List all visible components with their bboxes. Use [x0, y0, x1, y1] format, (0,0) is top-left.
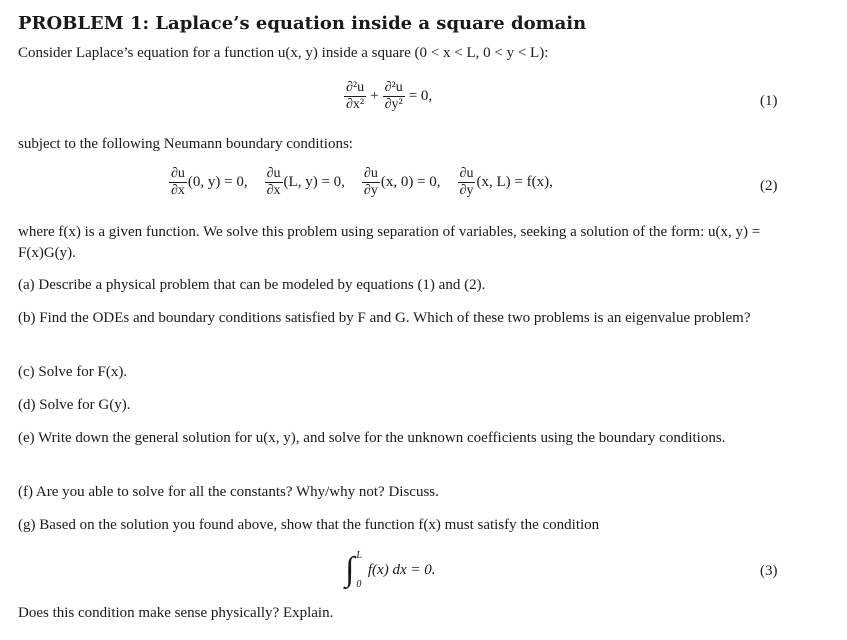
bc1-derivative	[169, 166, 187, 199]
part-e: (e) Write down the general solution for u(x, y), and solve for the unknown coefficients using the boundary conditions.	[18, 430, 726, 446]
part-d: (d) Solve for G(y).	[18, 397, 131, 413]
eq1-term1-denominator: ∂x²	[346, 97, 365, 112]
part-c: (c) Solve for F(x).	[18, 364, 128, 380]
eq1-plus: +	[370, 88, 379, 104]
bc3-derivative	[362, 166, 380, 199]
bc2-derivative	[265, 166, 283, 199]
part-b: (b) Find the ODEs and boundary conditions satisfied by F and G. Which of these two problems is an eigenvalue problem?	[18, 310, 751, 326]
where-text: where f(x) is a given function. We solve this problem using separation of variables, seeking a solution of the form: u(x, y) = F(x)G(y).	[18, 224, 761, 261]
bc3-denominator: ∂y	[363, 183, 378, 198]
eq1-rhs: = 0,	[408, 88, 433, 104]
bc1-numerator: ∂u	[171, 166, 185, 181]
integrand: f(x) dx = 0.	[367, 561, 436, 578]
bc2-denominator: ∂x	[266, 183, 281, 198]
bc-intro-text: subject to the following Neumann boundary conditions:	[18, 136, 353, 152]
eq1-term1-numerator: ∂²u	[346, 80, 365, 95]
eq1-term2	[383, 80, 405, 113]
bc4-denominator: ∂y	[459, 183, 474, 198]
eq1-term1	[344, 80, 366, 113]
bc4-numerator: ∂u	[459, 166, 474, 181]
bc3-numerator: ∂u	[363, 166, 378, 181]
part-a: (a) Describe a physical problem that can be modeled by equations (1) and (2).	[18, 277, 486, 293]
equation-1-number: (1)	[760, 93, 778, 109]
bc3-rest: (x, 0) = 0,	[380, 174, 441, 190]
integral-lower-limit: 0	[356, 579, 362, 590]
part-f: (f) Are you able to solve for all the constants? Why/why not? Discuss.	[18, 484, 439, 500]
equation-2-number: (2)	[760, 178, 778, 194]
equation-3-number: (3)	[760, 563, 778, 579]
bc4-derivative	[458, 166, 476, 199]
integral-limits	[356, 550, 362, 590]
equation-2	[168, 166, 553, 199]
eq1-term2-numerator: ∂²u	[384, 80, 403, 95]
part-g: (g) Based on the solution you found above, show that the function f(x) must satisfy the condition	[18, 517, 600, 533]
equation-3	[345, 550, 436, 590]
problem-title: PROBLEM 1: Laplace’s equation inside a square domain	[18, 13, 587, 34]
intro-text: Consider Laplace’s equation for a function u(x, y) inside a square (0 < x < L, 0 < y < L):	[18, 45, 549, 61]
closing-text: Does this condition make sense physically? Explain.	[18, 605, 334, 621]
bc2-rest: (L, y) = 0,	[283, 174, 345, 190]
bc2-numerator: ∂u	[266, 166, 281, 181]
bc4-rest: (x, L) = f(x),	[476, 174, 553, 190]
integral-sign: ∫	[345, 551, 355, 588]
integral-upper-limit: L	[356, 550, 362, 561]
bc1-rest: (0, y) = 0,	[187, 174, 248, 190]
eq1-term2-denominator: ∂y²	[384, 97, 403, 112]
bc1-denominator: ∂x	[171, 183, 185, 198]
equation-1	[343, 80, 432, 113]
